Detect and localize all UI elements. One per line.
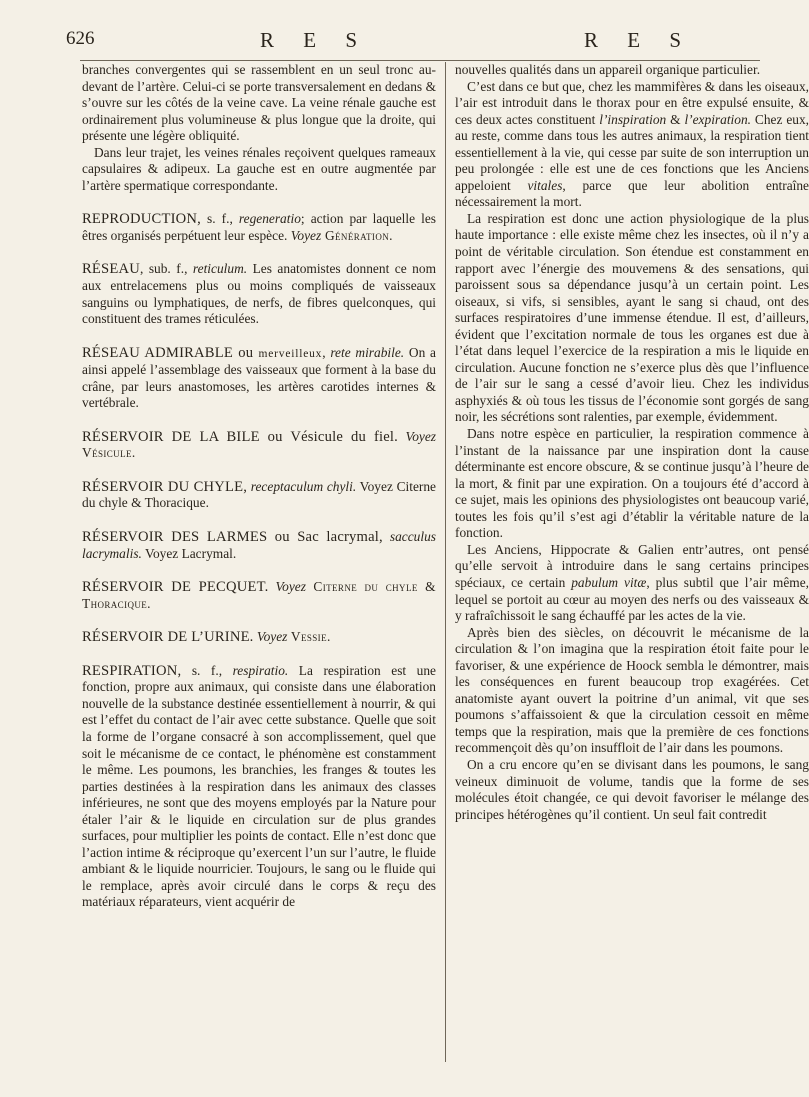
cross-ref-target: Génération. — [321, 227, 393, 243]
paragraph: nouvelles qualités dans un appareil organique particulier. — [455, 62, 761, 77]
italic-term: l’inspiration — [599, 111, 667, 127]
paragraph: La respiration est donc une action physiologique de la plus haute importance : elle existe même chez les insectes, où il n’y a point de véritable circulation. Son étendue est constamment en rapport avec l’énergie des mouvemens & des sensations, qui paroissent sous sa dépendance jusqu’à un certain point. Les oiseaux, si vifs, si sensibles, ayant le sang si chaud, ont des surfaces respiratoires d’une immense étendue. Il est, d’ailleurs, évident que l’excitation normale de tous les organes est due à l’état dans lequel l’exercice de la respiration a mis le liquide en circulation. Aucune fonction ne s’exerce plus dès que l’influence de l’air sur le sang a cessé d’avoir lieu. Chez les individus asphyxiés & où tous les tissus de l’économie sont gorgés de sang noir, les sécrétions sont ralenties, par exemple, évidemment. — [455, 210, 809, 425]
entry-reservoir-bile — [82, 429, 436, 462]
headword-variant: merveilleux — [258, 347, 323, 360]
paragraph: branches convergentes qui se rassemblent en un seul tronc au-devant de l’artère. Celui-ci se porte transversalement en dedans & s’ouvre sur les côtés de la veine cave. La veine rénale gauche est ordinairement plus volumineuse & plus longue que la droite, qui présente une légère obliquité. — [82, 62, 436, 144]
page-number: 626 — [66, 28, 95, 49]
cross-ref-label: Voyez — [398, 428, 436, 444]
headword: RESPIRATION, — [82, 662, 182, 679]
latin-term: sacculus lacrymalis. — [82, 529, 436, 561]
paragraph: Après bien des siècles, on découvrit le mécanisme de la circulation & l’on imagina que la respiration étoit faite pour le favoriser, & une expérience de Hoock sembla le démontrer, mais les conséquences en furent beaucoup trop exagérées. Cet anatomiste ayant ouvert la poitrine d’un animal, vit que ses poumons s’affaissoient & que la circulation cessoit en même temps que la respiration, mais que la première de ces fonctions recommençoit dès qu’on insuffloit de l’air dans les poumons. — [455, 624, 809, 756]
entry-reservoir-urine — [82, 629, 436, 646]
headword: RÉSEAU ADMIRABLE ou — [82, 344, 259, 361]
definition: Les anatomistes donnent ce nom aux entrelacemens plus ou moins compliqués de vaisseaux sanguins ou lymphatiques, de nerfs, de fibres quelconques, qui constituent des trames réticulées. — [82, 261, 436, 327]
italic-term: l’expiration. — [684, 111, 752, 127]
text-run: & — [666, 111, 685, 127]
left-column — [82, 62, 436, 911]
latin-term: reticulum. — [192, 261, 248, 277]
entry-reproduction — [82, 211, 436, 244]
entry-respiration — [82, 663, 436, 911]
text-run: , parce que leur abolition entraîne nécessairement la mort. — [455, 177, 809, 210]
headword: REPRODUCTION, — [82, 211, 201, 228]
grammar-note: s. f., — [200, 211, 239, 227]
latin-term: regeneratio — [238, 211, 301, 227]
entry-reservoir-pecquet — [82, 579, 436, 612]
grammar-note: s. f., — [181, 662, 233, 678]
punctuation: , — [322, 344, 331, 360]
running-title-left: R E S — [260, 28, 370, 52]
right-column — [455, 62, 809, 823]
headword: RÉSERVOIR DE PECQUET. — [82, 579, 269, 596]
definition: La respiration est une fonction, propre aux animaux, qui consiste dans une élaboration nouvelle de la substance destinée essentiellement à nourrir, & qui est l’effet du contact de l’air avec cette substance. Quelle que soit la forme de l’organe consacré à son accomplissement, quel que soit le mécanisme de ce contact, le phénomène est constamment le même. Les poumons, les branchies, les franges & toutes les parties destinées à la respiration dans les animaux des classes inférieures, ne sont que des moyens employés par la Nature pour étaler l’air & le liquide en circulation sur de plus grandes surfaces, pour multiplier les points de contact. Elle n’est donc que l’action intime & réciproque qu’exercent l’un sur l’autre, le fluide ambiant & le liquide nourricier. Toujours, le sang ou le fluide qui le remplace, après avoir circulé dans le corps & reçu des matériaux réparateurs, vient acquérir de — [82, 662, 436, 910]
latin-term: receptaculum chyli. — [247, 478, 357, 494]
grammar-note: , sub. f., — [139, 261, 193, 277]
headword: RÉSEAU — [82, 261, 140, 278]
headword: RÉSERVOIR DE L’URINE. — [82, 629, 254, 646]
cross-ref-label: Voyez — [253, 629, 288, 645]
paragraph — [455, 542, 809, 625]
paragraph: Dans notre espèce en particulier, la respiration commence à l’instant de la naissance par une inspiration dont la cause déterminante est encore obscure, & se continue jusqu’à l’heure de la mort, & finit par une expiration. On a toujours été d’accord à ce sujet, mais les opinions des physiologistes ont beaucoup varié, toutes les fois qu’il s’est agi d’établir la véritable nature de la fonction. — [455, 426, 809, 541]
column-divider — [445, 62, 446, 1062]
paragraph: On a cru encore qu’en se divisant dans les poumons, le sang veineux diminuoit de volume, tandis que la forme de ses molécules étoit changée, ce qui devoit favoriser le mélange des principes hétérogènes qu’il contient. Un seul fait contredit — [455, 756, 809, 822]
definition: Voyez Lacrymal. — [141, 545, 237, 561]
latin-term: rete mirabile. — [330, 344, 405, 360]
running-header — [66, 28, 750, 56]
paragraph — [455, 79, 809, 211]
definition: Voyez Citerne du chyle & Thoracique. — [82, 478, 436, 511]
headword: RÉSERVOIR DES LARMES ou Sac lacrymal, — [82, 529, 383, 546]
running-title-right: R E S — [584, 28, 694, 52]
header-rule — [80, 60, 760, 61]
text-run: Les Anciens, Hippocrate & Galien entr’autres, ont pensé qu’elle servoit à introduire dans le sang certains principes spéciaux, ce certain — [455, 541, 809, 590]
cross-ref-target: Citerne du chyle & Thoracique. — [82, 579, 436, 611]
cross-ref-target: Vessie. — [287, 629, 331, 645]
paragraph: Dans leur trajet, les veines rénales reçoivent quelques rameaux capsulaires & adipeux. La gauche est en outre augmentée par l’artère spermatique correspondante. — [82, 144, 436, 193]
italic-term: vitales — [527, 177, 563, 193]
italic-term: pabulum vitæ — [571, 574, 647, 590]
entry-reservoir-chyle — [82, 479, 436, 512]
entry-reservoir-larmes — [82, 529, 436, 562]
latin-term: respiratio. — [232, 662, 289, 678]
definition: ; action par laquelle les êtres organisés perpétuent leur espèce. — [82, 211, 436, 243]
cross-ref-label: Voyez — [290, 227, 322, 243]
headword: RÉSERVOIR DU CHYLE, — [82, 478, 248, 495]
cross-ref-target: Vésicule. — [82, 445, 136, 461]
cross-ref-label: Voyez — [268, 579, 306, 595]
entry-reseau-admirable — [82, 345, 436, 412]
entry-reseau — [82, 261, 436, 327]
definition: On a ainsi appelé l’assemblage des vaisseaux que forment à la base du crâne, par leurs anastomoses, les artères carotides internes & vertébrale. — [82, 344, 436, 411]
headword: RÉSERVOIR DE LA BILE ou Vésicule du fiel. — [82, 428, 399, 445]
text-run: , plus subtil que l’air même, lequel se portoit au cœur au moyen des nerfs ou des vaisseaux & y rafraîchissoit le sang échauffé par les actes de la vie. — [455, 574, 809, 624]
text-run: C’est dans ce but que, chez les mammifères & dans les oiseaux, l’air est introduit dans le thorax pour en être expulsé ensuite, & ces deux actes constituent — [455, 78, 809, 127]
text-run: Chez eux, au reste, comme dans tous les autres animaux, la respiration tient essentiellement à la vie, qui cesse par suite de son interruption un peu prolongée : elle est une de ces fonctions que les Anciens appeloient — [455, 111, 809, 193]
